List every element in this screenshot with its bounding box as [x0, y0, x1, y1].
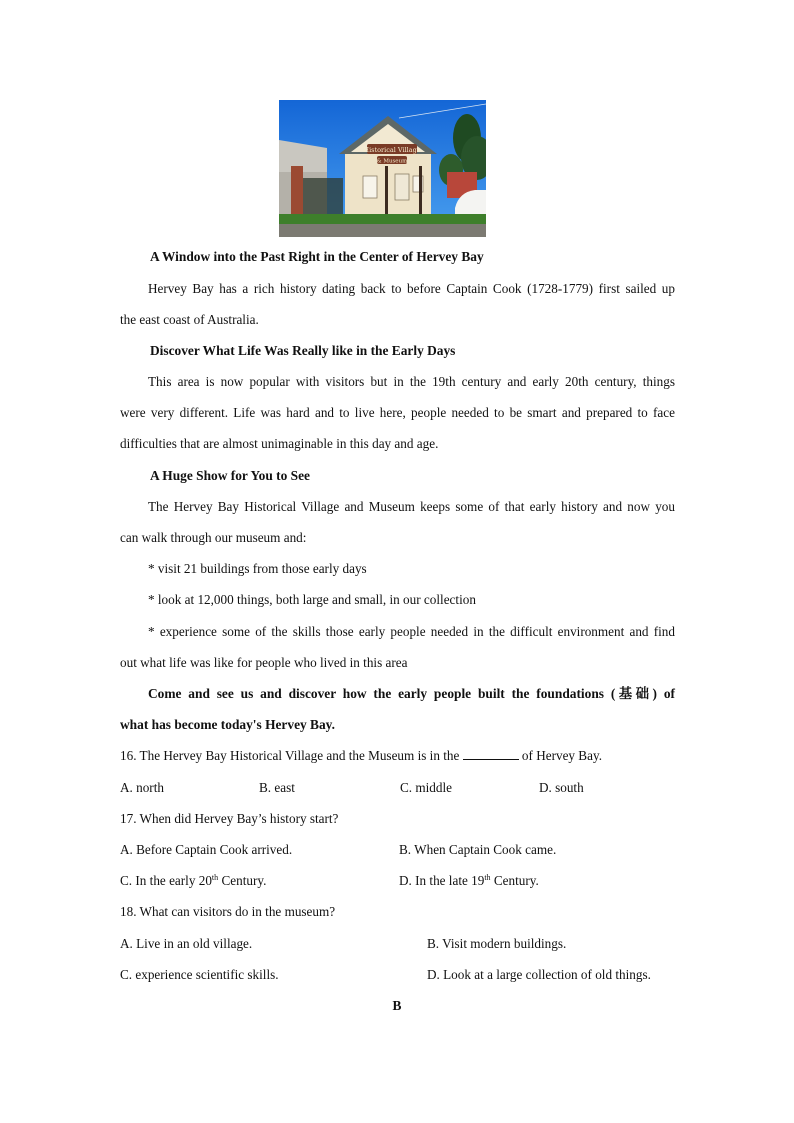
passage-title: A Window into the Past Right in the Center of Hervey Bay	[150, 249, 484, 264]
question-16-text-before: 16. The Hervey Bay Historical Village and the Museum is in the	[120, 748, 463, 763]
bullet-look-collection: * look at 12,000 things, both large and small, in our collection	[148, 592, 476, 607]
q17-option-b: B. When Captain Cook came.	[399, 842, 557, 857]
question-16-text-after: of Hervey Bay.	[518, 748, 602, 763]
museum-photo	[279, 100, 486, 237]
q17-option-c	[120, 873, 266, 889]
early-days-line-2: were very different. Life was hard and to live here, people needed to be smart and prepared to face	[120, 405, 675, 420]
section-heading-huge-show: A Huge Show for You to See	[150, 468, 310, 483]
early-days-line-1: This area is now popular with visitors but in the 19th century and early 20th century, things	[148, 374, 675, 389]
closing-line-1: Come and see us and discover how the early people built the foundations (基础) of	[148, 686, 675, 701]
section-marker-b: B	[392, 998, 402, 1013]
q17-option-c-text: C. In the early 20	[120, 873, 212, 888]
huge-show-line-2: can walk through our museum and:	[120, 530, 307, 545]
intro-paragraph-line-2: the east coast of Australia.	[120, 312, 259, 327]
bullet-experience-skills-line-1: * experience some of the skills those early people needed in the difficult environment and find	[148, 624, 675, 639]
q18-option-b: B. Visit modern buildings.	[427, 936, 567, 951]
question-17: 17. When did Hervey Bay’s history start?	[120, 811, 339, 826]
q16-option-d: D. south	[539, 780, 584, 795]
q18-option-d: D. Look at a large collection of old things.	[427, 967, 651, 982]
question-16	[120, 748, 675, 764]
section-heading-early-days: Discover What Life Was Really like in the Early Days	[150, 343, 456, 358]
early-days-line-3: difficulties that are almost unimaginable in this day and age.	[120, 436, 439, 451]
museum-building-image	[279, 100, 486, 237]
answer-blank	[463, 748, 519, 760]
q16-option-a: A. north	[120, 780, 164, 795]
sign-text-line1: Historical Village	[363, 146, 421, 154]
intro-paragraph-line-1: Hervey Bay has a rich history dating back to before Captain Cook (1728-1779) first sailed up	[148, 281, 675, 296]
bullet-experience-skills-line-2: out what life was like for people who lived in this area	[120, 655, 408, 670]
q16-option-c: C. middle	[400, 780, 453, 795]
closing-line-2: what has become today's Hervey Bay.	[120, 717, 335, 732]
q17-option-d-text: D. In the late 19	[399, 873, 485, 888]
q17-option-d-suffix: Century.	[490, 873, 539, 888]
q17-option-d	[399, 873, 539, 889]
q17-option-c-suffix: Century.	[218, 873, 267, 888]
q18-option-a: A. Live in an old village.	[120, 936, 253, 951]
q17-option-a: A. Before Captain Cook arrived.	[120, 842, 293, 857]
q16-option-b: B. east	[259, 780, 295, 795]
bullet-visit-buildings: * visit 21 buildings from those early days	[148, 561, 367, 576]
huge-show-line-1: The Hervey Bay Historical Village and Museum keeps some of that early history and now you	[148, 499, 675, 514]
q17-option-c-superscript: th	[211, 873, 219, 882]
q18-option-c: C. experience scientific skills.	[120, 967, 279, 982]
q17-option-d-superscript: th	[484, 873, 491, 882]
question-18: 18. What can visitors do in the museum?	[120, 904, 336, 919]
sign-text-line2: & Museum	[376, 158, 408, 165]
